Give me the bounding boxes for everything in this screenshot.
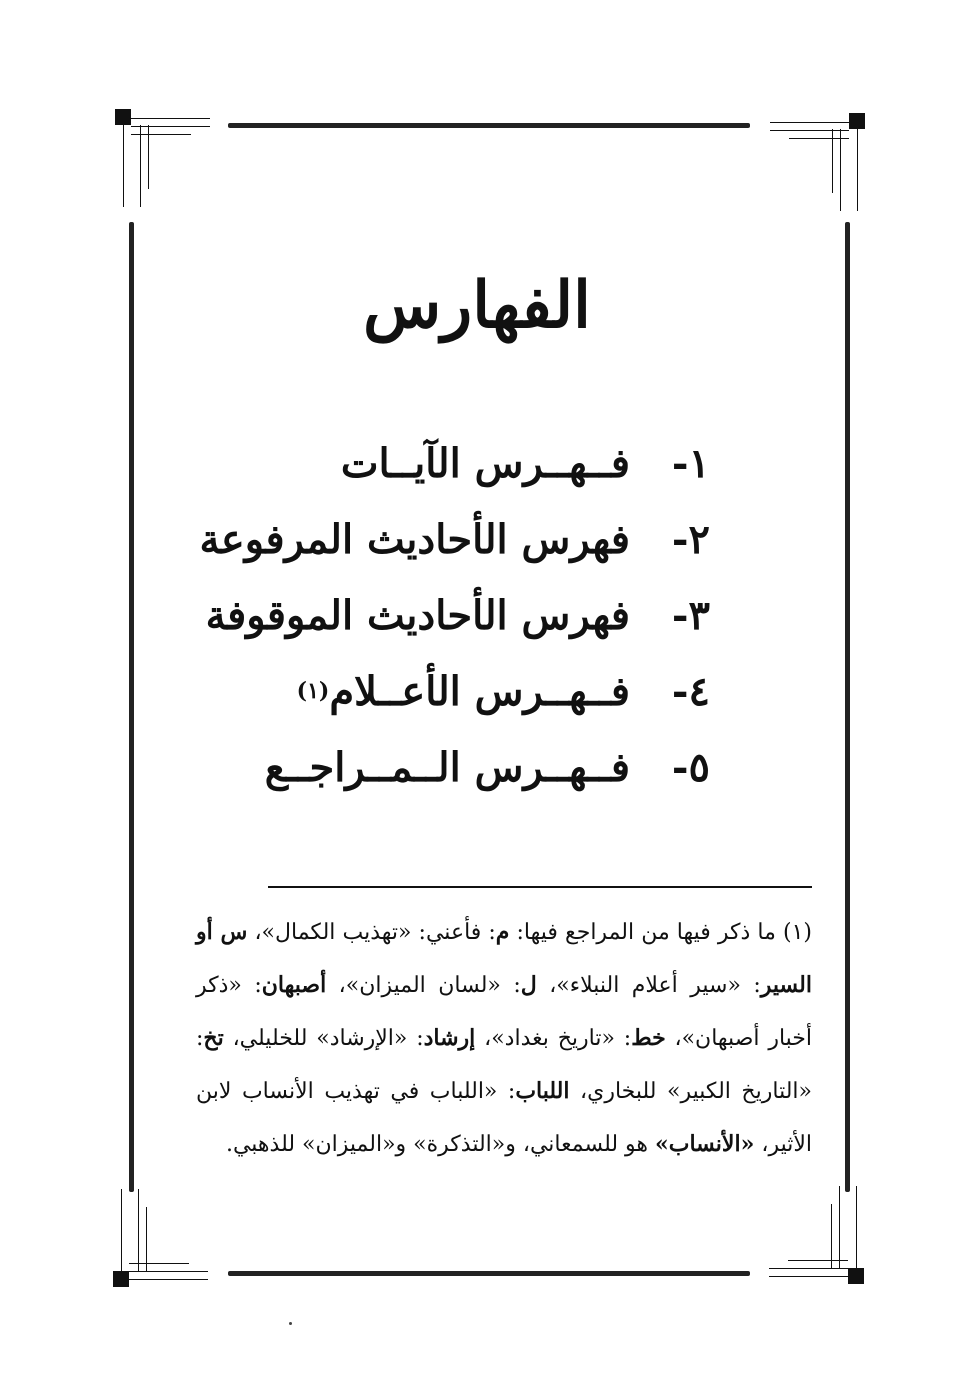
footnote-abbrev: أصبهان <box>261 972 327 998</box>
index-item-label: فهرس الأحاديث المرفوعة <box>199 515 630 563</box>
index-item-label: فهرس الأحاديث الموقوفة <box>205 591 630 639</box>
footnote-text: : «اللباب في تهذيب الأنساب لابن الأثير، <box>196 1079 812 1157</box>
border-left-rule <box>129 222 134 1192</box>
footnote-text: : فأعني: «تهذيب الكمال»، <box>247 920 496 945</box>
footnote-abbrev: ل <box>520 972 537 998</box>
footnote-text: : «التاريخ الكبير» للبخاري، <box>196 1026 812 1104</box>
index-item-references <box>264 729 710 805</box>
footnote-abbrev: س أو السير <box>196 919 812 998</box>
footnote-text: : «لسان الميزان»، <box>326 973 521 998</box>
footnote-text: : «تاريخ بغداد»، <box>475 1026 632 1051</box>
footnote <box>196 906 812 1171</box>
index-item-mawquf-hadith <box>205 577 710 653</box>
footnote-text: : «سير أعلام النبلاء»، <box>536 973 761 998</box>
index-item-label: فــهــرس الآيــات <box>340 439 630 487</box>
index-item-label: فــهــرس الــمــراجــع <box>264 743 630 791</box>
index-item-number: ٣- <box>671 591 710 639</box>
footnote-text: : «الإرشاد» للخليلي، <box>223 1026 424 1051</box>
border-right-rule <box>845 222 850 1192</box>
footnote-abbrev: خط <box>631 1025 666 1051</box>
border-bottom-rule <box>228 1271 750 1276</box>
footnote-text: : «ذكر أخبار أصبهان»، <box>196 973 812 1051</box>
border-top-rule <box>228 123 750 128</box>
index-item-number: ٥- <box>671 743 710 791</box>
footnote-abbrev: اللباب <box>515 1078 570 1104</box>
footnote-abbrev: إرشاد <box>423 1025 476 1051</box>
page-title: الفهارس <box>363 268 591 343</box>
footnote-abbrev: «الأنساب» <box>655 1131 755 1157</box>
footnote-abbrev: تخ <box>203 1025 224 1051</box>
index-item-names <box>280 653 710 729</box>
footnote-separator <box>268 886 812 888</box>
index-item-verses <box>280 425 710 501</box>
index-item-number: ٤- <box>671 667 710 715</box>
index-item-marfu-hadith <box>199 501 710 577</box>
index-item-label: فــهــرس الأعــلام <box>329 667 630 715</box>
scan-speck <box>289 1322 292 1325</box>
index-item-number: ٢- <box>671 515 710 563</box>
index-item-number: ١- <box>671 439 710 487</box>
index-list <box>199 425 710 805</box>
footnote-text: ما ذكر فيها من المراجع فيها: <box>509 920 783 945</box>
footnote-marker: (١) <box>782 920 812 945</box>
footnote-text: هو للسمعاني، و«التذكرة» و«الميزان» للذهبي. <box>225 1132 656 1157</box>
footnote-abbrev: م <box>495 919 510 945</box>
footnote-reference[interactable]: (١) <box>296 678 330 704</box>
